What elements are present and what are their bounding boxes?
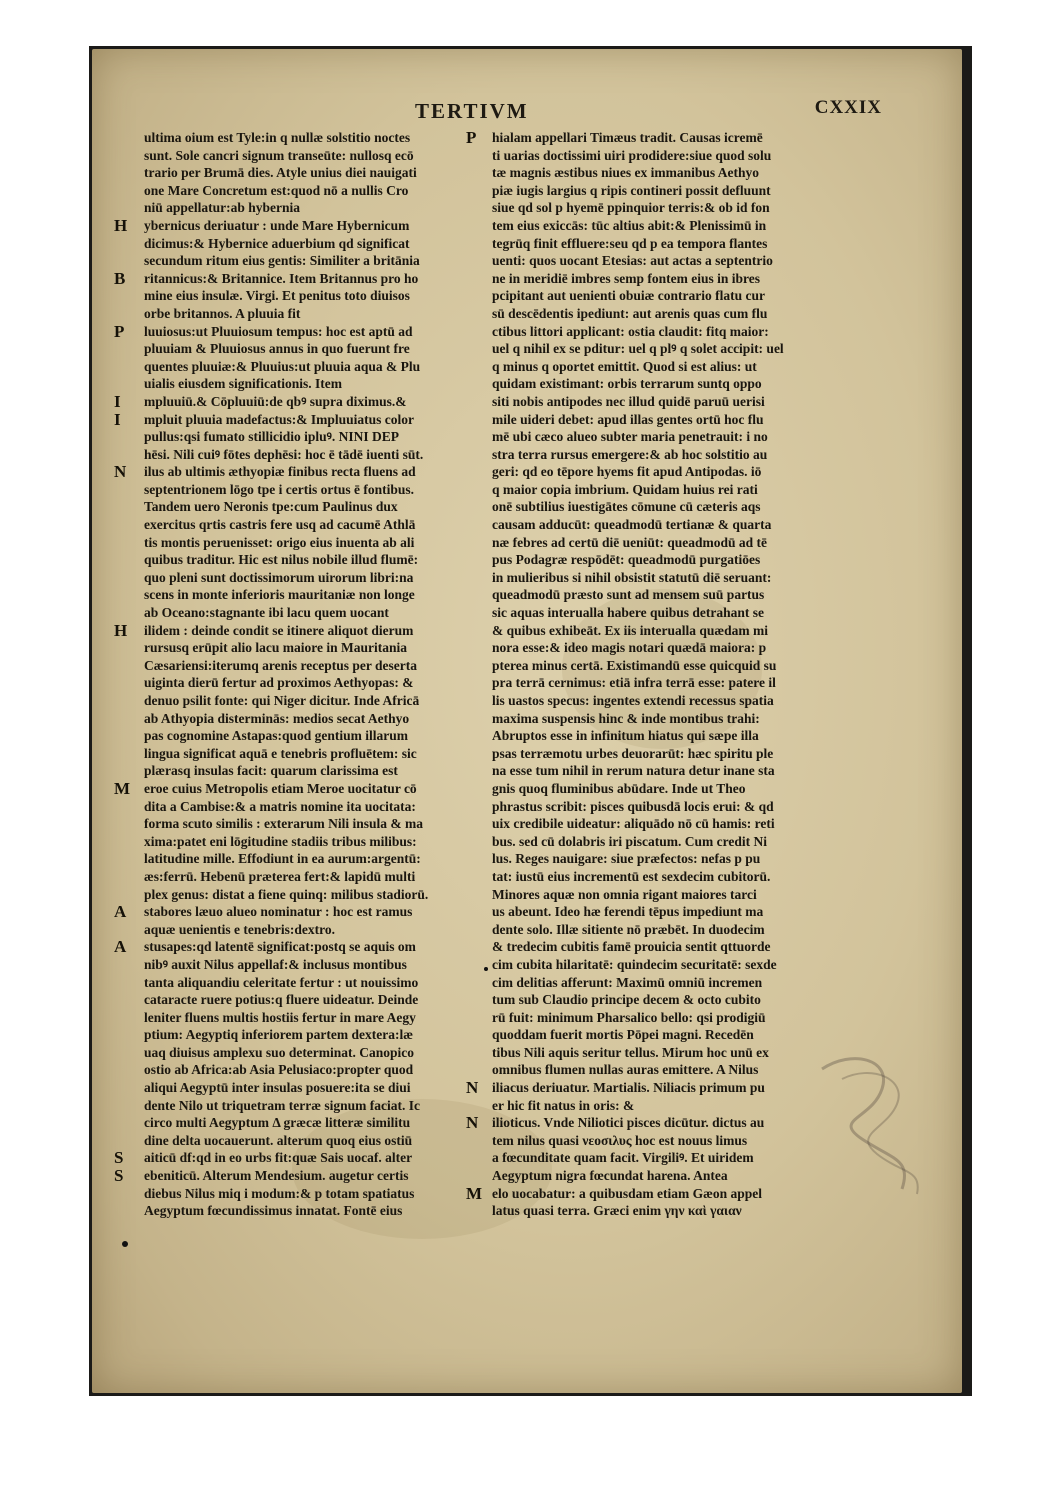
text-line [492,340,832,358]
line-text: diebus Nilus miq i modum:& p totam spatiatus [144,1185,415,1201]
line-text: dine delta uocauerunt. alterum quoq eius ostiū [144,1132,413,1148]
text-line [144,921,484,939]
text-line [466,1183,832,1203]
line-text: latus quasi terra. Græci enim γην καὶ γαιαν [492,1203,742,1219]
line-text: septentrionem lōgo tpe i certis ortus ē fontibus. [144,481,414,497]
ink-dot [484,967,488,971]
line-text: bus. sed cū dolabris iri piscatum. Cum credit Ni [492,833,768,849]
line-text: stabores læuo alueo nominatur : hoc est ramus [144,904,413,920]
text-line [144,1185,484,1203]
guide-initial: N [466,1078,479,1098]
line-text: ab Oceano:stagnante ibi lacu quem uocant [144,605,389,621]
line-text: uialis eiusdem significationis. Item [144,376,343,392]
line-text: tum sub Claudio principe decem & octo cubito [492,992,761,1008]
text-line [466,1113,832,1133]
line-text: quentes pluuiæ:& Pluuius:ut pluuia aqua & Plu [144,358,421,374]
line-text: na esse tum nihil in rerum natura detur inane sta [492,763,775,779]
text-line [492,1044,832,1062]
text-line [492,516,832,534]
line-text: pas cognomine Astapas:quod gentium illarum [144,728,409,744]
line-text: omnibus flumen nullas auras emittere. A Nilus [492,1062,759,1078]
guide-initial: M [466,1183,483,1203]
text-line [144,446,484,464]
line-text: ostio ab Africa:ab Asia Pelusiaco:propter quod [144,1062,414,1078]
line-text: onē subtilius iuestigātes cōmune cū cæteris aqs [492,499,761,515]
text-line [144,305,484,323]
text-line [144,235,484,253]
line-text: ilidem : deinde condit se itinere aliquot dierum [144,622,414,638]
text-line [144,850,484,868]
guide-initial: N [114,462,127,482]
text-line [466,128,832,147]
line-text: hēsi. Nili cuiꝰ fōtes dephēsi: hoc ē tādē iuenti sūt. [144,446,424,462]
text-line [144,586,484,604]
text-line [492,991,832,1009]
text-line [144,534,484,552]
text-line [492,323,832,341]
line-text: næ febres ad certū diē ueniūt: queadmodū ad tē [492,534,768,550]
guide-initial: A [114,937,127,957]
text-line [144,727,484,745]
line-text: uaq diuisus amplexu suo determinat. Canopico [144,1044,415,1060]
text-line [492,463,832,481]
text-line [144,956,484,974]
text-line [492,622,832,640]
line-text: maxima suspensis hinc & inde montibus trahi: [492,710,760,726]
text-line [492,710,832,728]
line-text: pterea minus certā. Existimandū esse quicquid su [492,657,777,673]
line-text: mē ubi cæco alueo subter maria penetrauit: i no [492,429,768,445]
text-line [492,674,832,692]
line-text: pluuiam & Pluuiosus annus in quo fuerunt fre [144,341,410,357]
text-line [492,974,832,992]
text-line [492,921,832,939]
text-line [144,1061,484,1079]
line-text: dita a Cambise:& a matris nomine ita uocitata: [144,798,416,814]
line-text: dente Nilo ut triquetram terræ signum faciat. Ic [144,1097,420,1113]
line-text: uiginta dierū fertur ad proximos Aethyopas: & [144,675,414,691]
line-text: cim cubita hilaritatē: quindecim securitatē: sexde [492,956,777,972]
line-text: ultima oium est Tyle:in q nullæ solstitio noctes [144,130,411,145]
line-text: plex genus: distat a fiene quinq: milibus stadiorū. [144,886,429,902]
line-text: Cæsariensi:iterumq arenis receptus per deserta [144,657,417,673]
line-text: quoddam fuerit mortis Pōpei magni. Recedēn [492,1027,754,1043]
text-line [492,305,832,323]
text-line [144,1132,484,1150]
line-text: exercitus qrtis castris fere usq ad cacumē Athlā [144,517,416,533]
text-line [492,886,832,904]
text-line [492,217,832,235]
line-text: geri: qd eo tēpore hyems fit apud Antipodas. iō [492,464,762,480]
text-line [144,569,484,587]
line-text: aliqui Aegyptū inter insulas posuere:ita se diui [144,1080,411,1096]
text-line [144,674,484,692]
text-line [492,182,832,200]
text-line [492,252,832,270]
text-line [144,762,484,780]
text-line [144,498,484,516]
line-text: forma scuto similis : exterarum Nili insula & ma [144,816,423,832]
line-text: q minus q oportet emittit. Quod si est alius: ut [492,358,757,374]
line-text: Aegyptum fœcundissimus innatat. Fontē eius [144,1203,403,1219]
text-line [144,1009,484,1027]
text-line [144,1202,484,1220]
line-text: queadmodū præsto sunt ad mensem suū partus [492,587,765,603]
text-line [144,710,484,728]
guide-initial: I [114,391,121,411]
line-text: quo pleni sunt doctissimorum uirorum libri:na [144,569,414,585]
line-text: sū descēdentis ipediunt: aut arenis quas cum flu [492,305,768,321]
line-text: q maior copia imbrium. Quidam huius rei rati [492,481,758,497]
line-text: quibus traditur. Hic est nilus nobile illud flumē: [144,552,419,568]
text-line [144,481,484,499]
line-text: mine eius insulæ. Virgi. Et penitus toto diuisos [144,288,410,304]
line-text: secundum ritum eius gentis: Similiter a britānia [144,253,420,269]
line-text: elo uocabatur: a quibusdam etiam Gæon appel [492,1185,763,1201]
line-text: Tandem uero Neronis tpe:cum Paulinus dux [144,499,398,515]
text-line [492,481,832,499]
line-text: ebeniticū. Alterum Mendesium. augetur certis [144,1168,409,1184]
text-line [492,1026,832,1044]
text-line [114,409,484,429]
text-line [114,391,484,411]
line-text: ybernicus deriuatur : unde Mare Hybernicum [144,217,410,233]
text-line [492,850,832,868]
text-line [114,620,484,640]
text-line [492,164,832,182]
text-line [114,778,484,798]
line-text: siti nobis antipodes nec illud quidē paruū uerisi [492,393,765,409]
text-line [114,462,484,482]
line-text: trario per Brumā dies. Atyle unius diei nauigati [144,165,417,181]
scanned-page-frame [89,46,972,1396]
text-line [144,639,484,657]
line-text: & quibus exhibeāt. Ex iis interualla quædam mi [492,622,769,638]
text-line [144,287,484,305]
left-text-column [114,129,484,1220]
line-text: plærasq insulas facit: quarum clarissima est [144,763,398,779]
text-line [492,639,832,657]
text-line [492,270,832,288]
line-text: luuiosus:ut Pluuiosum tempus: hoc est aptū ad [144,323,413,339]
text-line [114,937,484,957]
text-line [466,1078,832,1098]
line-text: xima:patet eni lōgitudine stadiis tribus milibus: [144,833,417,849]
line-text: mpluuiū.& Cōpluuiū:de qbꝰ supra diximus.& [144,393,407,409]
line-text: iliacus deriuatur. Martialis. Niliacis primum pu [492,1080,765,1096]
line-text: pra terrā cernimus: etiā infra terrā esse: patere il [492,675,776,691]
line-text: ne in meridiē imbres semp fontem eius in ibres [492,270,760,286]
text-line [144,1026,484,1044]
line-text: cim delitias afferunt: Maximū omniū incremen [492,974,763,990]
line-text: uix credibile uideatur: aliquādo nō cū hamis: reti [492,816,775,832]
line-text: hialam appellari Timæus tradit. Causas icremē [492,130,763,145]
line-text: eroe cuius Metropolis etiam Meroe uocitatur cō [144,780,417,796]
line-text: rū fuit: minimum Pharsalico bello: qsi prodigiū [492,1009,766,1025]
text-line [144,358,484,376]
guide-initial: A [114,902,127,922]
text-line [144,974,484,992]
line-text: nibꝰ auxit Nilus appellaf:& inclusus montibus [144,956,407,972]
line-text: denuo psilit fonte: qui Niger dicitur. Inde Africā [144,693,420,708]
text-line [144,375,484,393]
line-text: mile uideri debet: apud illas gentes ortū hoc flu [492,411,764,427]
running-head: TERTIVM [415,99,529,123]
guide-initial: P [114,321,125,341]
line-text: lis uastos specus: ingentes extendi recessus spatia [492,693,774,708]
text-line [144,1044,484,1062]
line-text: pcipitant aut uenienti obuiæ contrario flatu cur [492,288,766,304]
text-line [492,956,832,974]
line-text: scens in monte inferioris mauritaniæ non longe [144,587,415,603]
text-line [144,252,484,270]
line-text: Abruptos esse in infinitum hiatus qui sæpe illa [492,728,759,744]
guide-initial: S [114,1166,124,1186]
line-text: dicimus:& Hybernice aduerbium qd significat [144,235,410,251]
text-line [492,1009,832,1027]
line-text: lingua significat aquā e tenebris profluētem: sic [144,745,417,761]
line-text: one Mare Concretum est:quod nō a nullis Cro [144,182,409,198]
text-line [492,1149,832,1167]
line-text: æs:ferrū. Hebenū præterea fert:& lapidū multi [144,868,416,884]
line-text: tat: iustū eius incrementū est sexdecim cubitorū. [492,868,771,884]
text-line [492,287,832,305]
line-text: ilioticus. Vnde Niliotici pisces dicūtur. dictus au [492,1115,765,1131]
line-text: tem eius exiccās: tūc altius abit:& Plenissimū in [492,217,767,233]
text-line [144,886,484,904]
text-line [114,1148,484,1168]
text-line [492,692,832,710]
line-text: orbe britannos. A pluuia fit [144,305,301,321]
text-line [492,833,832,851]
text-line [492,375,832,393]
line-text: ritannicus:& Britannice. Item Britannus pro ho [144,270,419,286]
book-page [92,49,962,1393]
line-text: us abeunt. Ideo hæ ferendi tēpus impediunt ma [492,904,764,920]
right-text-column [466,128,832,1220]
line-text: phrastus scribit: pisces quibusdā locis erui: & qd [492,798,774,814]
text-line [492,498,832,516]
line-text: tibus Nili aquis seritur tellus. Mirum hoc unū ex [492,1044,769,1060]
text-line [492,938,832,956]
text-line [144,182,484,200]
line-text: ti uarias doctissimi uiri prodidere:siue quod solu [492,147,772,163]
text-line [144,745,484,763]
text-line [492,815,832,833]
guide-initial: B [114,268,126,288]
text-line [492,745,832,763]
text-line [144,340,484,358]
text-line [114,215,484,235]
line-text: ab Athyopia disterminās: medios secat Aethyo [144,710,410,726]
line-text: lus. Reges nauigare: siue præfectos: nefas p pu [492,851,761,867]
text-line [144,516,484,534]
line-text: ptium: Aegyptiq inferiorem partem dextera:læ [144,1027,413,1043]
text-line [492,534,832,552]
text-line [144,199,484,217]
line-text: psas terræmotu urbes deuorarūt: hæc spiritu ple [492,745,774,761]
text-line [492,762,832,780]
text-line [144,129,484,147]
text-line [492,235,832,253]
line-text: tanta aliquandiu celeritate fertur : ut nouissimo [144,974,419,990]
text-line [492,657,832,675]
line-text: tegrūq finit effluere:seu qd p ea tempora flantes [492,235,768,251]
line-text: siue qd sol p hyemē ppinquior terris:& ob id fon [492,200,770,216]
guide-initial: H [114,620,128,640]
text-line [114,268,484,288]
text-line [492,903,832,921]
line-text: a fœcunditate quam facit. Virgiliꝰ. Et uiridem [492,1150,754,1166]
text-line [114,321,484,341]
line-text: tis montis peruenisset: origo eius inuenta ab ali [144,534,415,550]
line-text: causam adducūt: queadmodū tertianæ & quarta [492,517,772,533]
line-text: mpluit pluuia madefactus:& Impluuiatus color [144,411,415,427]
text-line [144,815,484,833]
guide-initial: P [466,128,477,147]
line-text: pullus:qsi fumato stillicidio ipluꝰ. NINI DEP [144,429,399,445]
text-line [492,727,832,745]
line-text: aiticū df:qd in eo urbs fit:quæ Sais uocaf. alter [144,1150,413,1166]
line-text: sic aquas interualla habere quibus detrahant se [492,605,765,621]
line-text: sunt. Sole cancri signum transeūte: nullosq ecō [144,147,414,163]
text-line [144,604,484,622]
text-line [492,1097,832,1115]
line-text: er hic fit natus in oris: & [492,1097,635,1113]
line-text: aquæ uenientis e tenebris:dextro. [144,921,335,937]
text-line [492,1167,832,1185]
line-text: tæ magnis æstibus niues ex immanibus Aethyo [492,165,760,181]
text-line [492,199,832,217]
text-line [492,147,832,165]
line-text: circo multi Aegyptum Δ græcæ litteræ similitu [144,1115,411,1131]
line-text: quidam existimant: orbis terrarum suntq oppo [492,376,762,392]
text-line [492,551,832,569]
text-line [144,1097,484,1115]
line-text: tem nilus quasi νεοσιλυς hoc est nouus limus [492,1132,748,1148]
guide-initial: H [114,215,128,235]
ink-dot [122,1241,128,1247]
text-line [492,1132,832,1150]
line-text: rursusq erūpit alio lacu maiore in Mauritania [144,640,408,656]
folio-number: CXXIX [814,97,882,118]
text-line [492,868,832,886]
text-line [144,657,484,675]
text-line [492,780,832,798]
text-line [114,1166,484,1186]
line-text: Aegyptum nigra fœcundat harena. Antea [492,1168,728,1184]
text-line [492,798,832,816]
text-line [492,1202,832,1220]
text-line [492,393,832,411]
line-text: niū appellatur:ab hybernia [144,200,301,216]
text-line [492,428,832,446]
text-line [492,586,832,604]
line-text: stra terra rursus emergere:& ab hoc solstitio au [492,446,768,462]
text-line [492,411,832,429]
guide-initial: N [466,1113,479,1133]
text-line [144,991,484,1009]
text-line [492,358,832,376]
line-text: leniter fluens multis hostiis fertur in mare Aegy [144,1009,416,1025]
text-line [144,147,484,165]
text-line [144,833,484,851]
text-line [492,1061,832,1079]
guide-initial: M [114,778,131,798]
line-text: ilus ab ultimis æthyopiæ finibus recta fluens ad [144,464,416,480]
line-text: piæ iugis largius q ripis contineri possit defluunt [492,182,771,198]
text-line [144,1114,484,1132]
line-text: pus Podagræ respōdēt: queadmodū purgatiōes [492,552,761,568]
line-text: uenti: quos uocant Etesias: aut actas a septentrio [492,253,773,269]
line-text: in mulieribus si nihil obsistit statutū diē seruant: [492,569,772,585]
text-line [492,604,832,622]
text-line [492,446,832,464]
text-line [114,902,484,922]
text-line [144,551,484,569]
line-text: cataracte ruere potius:q fluere uideatur. Deinde [144,992,419,1008]
guide-initial: I [114,409,121,429]
text-line [144,868,484,886]
text-line [492,569,832,587]
text-line [144,692,484,710]
line-text: uel q nihil ex se pditur: uel q plꝰ q solet accipit: uel [492,341,784,357]
text-line [144,428,484,446]
guide-initial: S [114,1148,124,1168]
line-text: nora esse:& ideo magis notari quædā maiora: p [492,640,767,656]
line-text: & tredecim cubitis famē prouicia sentit qttuorde [492,939,771,955]
line-text: dente solo. Illæ sitiente nō præbēt. In duodecim [492,921,765,937]
text-line [144,798,484,816]
line-text: ctibus littori applicant: ostia claudit: fitq maior: [492,323,769,339]
line-text: Minores aquæ non omnia rigant maiores tarci [492,886,757,902]
text-line [144,164,484,182]
line-text: stusapes:qd latentē significat:postq se aquis om [144,939,416,955]
text-line [144,1079,484,1097]
line-text: gnis quoq fluminibus abūdare. Inde ut Theo [492,780,746,796]
line-text: latitudine mille. Effodiunt in ea aurum:argentū: [144,851,421,867]
